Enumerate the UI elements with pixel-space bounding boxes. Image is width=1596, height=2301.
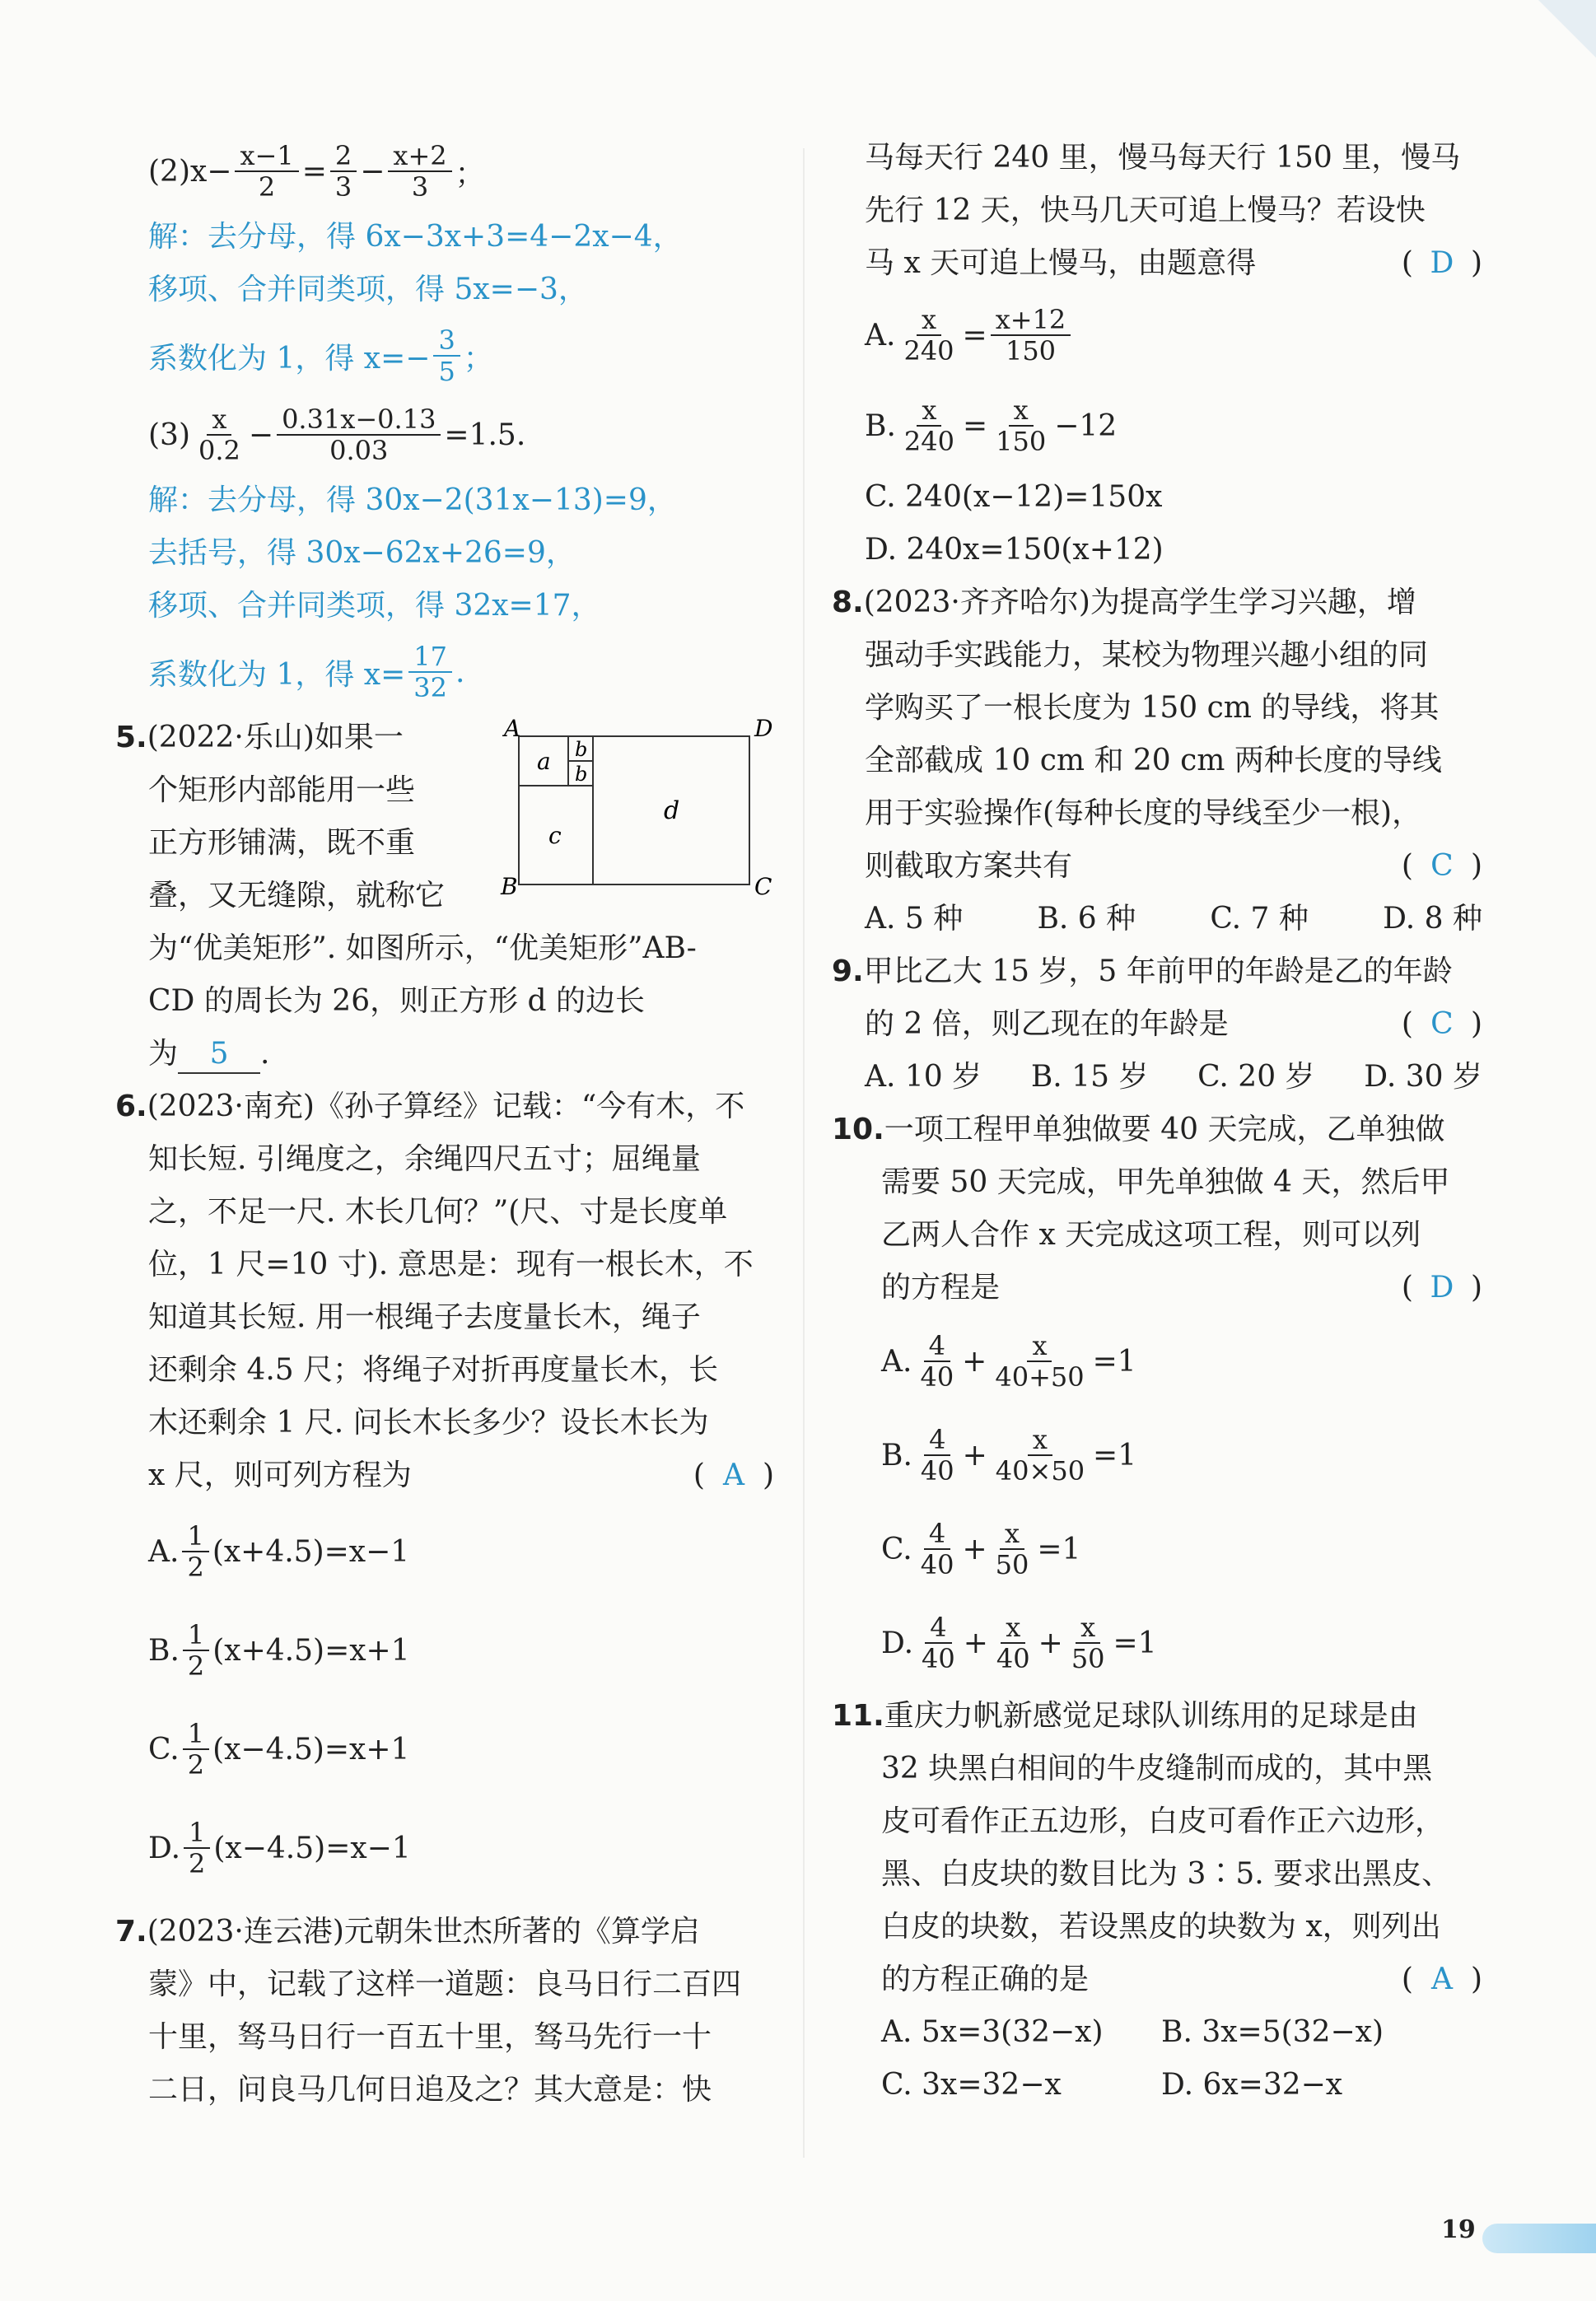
question-line	[115, 1080, 774, 1133]
expr: ；	[463, 341, 493, 376]
option-a: A. 5x=3(32−x)	[881, 2015, 1104, 2049]
numerator: 1	[183, 1719, 209, 1750]
fraction	[182, 1521, 208, 1582]
denominator: 2	[189, 1848, 206, 1879]
question-line: 还剩余 4.5 尺；将绳子对折再度量长木，长	[148, 1353, 719, 1387]
question-line: 二日，问良马几何日追及之？其大意是：快	[148, 2073, 712, 2107]
option-letter: B.	[865, 408, 896, 443]
question-number: 10.	[832, 1113, 884, 1146]
label: (3)	[148, 418, 190, 452]
fraction	[184, 1818, 210, 1879]
option-d: D. 6x=32−x	[1161, 2068, 1343, 2102]
denominator: 40+50	[995, 1361, 1085, 1393]
paren: (	[693, 1459, 705, 1492]
question-line	[115, 1906, 774, 1958]
question-text: (2023·齐齐哈尔)为提高学生学习兴趣，增	[863, 586, 1416, 619]
option-a: A. 5 种	[865, 902, 964, 936]
question-line: 强动手实践能力，某校为物理兴趣小组的同	[865, 638, 1429, 672]
expr: =	[301, 154, 327, 189]
question-line	[881, 1953, 1482, 2006]
page-number-tab	[1482, 2224, 1596, 2253]
fraction	[408, 642, 452, 702]
rectangle-figure	[494, 712, 774, 909]
option-c	[148, 1700, 774, 1799]
option-b: B. 6 种	[1037, 902, 1136, 936]
denominator: 50	[1071, 1643, 1105, 1674]
option-d	[148, 1799, 774, 1897]
option-letter: A.	[881, 1344, 912, 1379]
numerator: x	[1001, 1613, 1025, 1644]
question-line: 学购买了一根长度为 150 cm 的导线，将其	[865, 691, 1440, 725]
numerator: x	[1028, 1425, 1052, 1456]
paren: )	[1470, 1271, 1482, 1305]
expr: x−	[190, 154, 232, 189]
option-c: C. 240(x−12)=150x	[865, 480, 1163, 514]
option-text: =1	[1092, 1344, 1136, 1379]
question-line: 正方形铺满，既不重	[148, 826, 416, 860]
option-text: (x−4.5)=x−1	[213, 1831, 411, 1865]
option-c: C. 7 种	[1210, 902, 1309, 936]
label: (2)	[148, 154, 190, 189]
question-line: 十里，驽马日行一百五十里，驽马先行一十	[148, 2020, 712, 2054]
option-letter: C.	[881, 1532, 912, 1566]
question-text: 的 2 倍，则乙现在的年龄是	[865, 1007, 1229, 1041]
option-letter: A.	[148, 1534, 180, 1569]
fraction	[899, 395, 959, 456]
expr: −	[360, 154, 385, 189]
fraction	[898, 305, 959, 366]
denominator: 240	[903, 426, 954, 457]
question-text: (2023·南充)《孙子算经》记载：“今有木，不	[147, 1090, 745, 1123]
numerator: x	[1027, 1331, 1052, 1362]
option-text: =1	[1113, 1626, 1157, 1660]
option-b: B. 3x=5(32−x)	[1161, 2015, 1384, 2049]
denominator: 5	[438, 356, 455, 387]
paren: )	[762, 1459, 774, 1492]
denominator: 0.2	[198, 435, 240, 466]
expr: .	[455, 655, 465, 689]
denominator: 2	[187, 1749, 205, 1781]
numerator: x	[207, 404, 231, 436]
option-d	[881, 1596, 1482, 1690]
option-a	[865, 290, 1482, 380]
question-line	[881, 1262, 1482, 1314]
question-line: 白皮的块数，若设黑皮的块数为 x，则列出	[881, 1910, 1441, 1944]
option-a	[148, 1502, 774, 1601]
option-c: C. 20 岁	[1197, 1060, 1315, 1094]
question-line: 木还剩余 1 尺. 问长木长多少？设长木长为	[148, 1406, 709, 1440]
option-d: D. 30 岁	[1364, 1060, 1482, 1094]
question-line	[832, 1104, 1482, 1156]
question-line: 皮可看作正五边形，白皮可看作正六边形，	[881, 1804, 1445, 1838]
option-text: =	[962, 318, 987, 352]
vertex-label: B	[501, 873, 518, 900]
solution-line: 移项、合并同类项，得 32x=17，	[148, 589, 601, 623]
fraction	[1066, 1613, 1110, 1673]
answer-bracket	[1402, 237, 1482, 290]
options-row	[881, 2059, 1482, 2112]
expr: −	[248, 418, 274, 452]
denominator: 40	[920, 1361, 954, 1393]
option-text: (x+4.5)=x+1	[212, 1633, 410, 1668]
solution-line: 移项、合并同类项，得 5x=−3，	[148, 273, 588, 306]
answer-choice: A	[1430, 1963, 1453, 1996]
question-text: 为	[148, 1037, 179, 1071]
question-text: 的方程正确的是	[881, 1963, 1090, 1996]
fraction	[991, 1519, 1034, 1580]
question-line: 之，不足一尺. 木长几何？”(尺、寸是长度单	[148, 1195, 728, 1229]
answer-bracket	[1402, 840, 1482, 893]
option-text: +	[962, 1344, 987, 1379]
option-text: +	[962, 1532, 987, 1566]
paren: (	[1401, 1963, 1413, 1996]
paren: )	[1470, 1963, 1482, 1996]
question-line: 黑、白皮块的数目比为 3∶5. 要求出黑皮、	[881, 1857, 1452, 1891]
question-line: 用于实验操作(每种长度的导线至少一根)，	[865, 796, 1422, 830]
rectangle-abcd	[519, 736, 749, 884]
page-corner-decoration	[1538, 0, 1596, 58]
question-text: 则截取方案共有	[865, 849, 1073, 883]
fraction	[194, 404, 245, 465]
numerator: x+2	[388, 141, 451, 172]
answer-bracket	[1402, 1262, 1482, 1314]
problem-4-3	[148, 395, 774, 474]
denominator: 240	[903, 335, 954, 366]
question-line	[832, 945, 1482, 998]
fraction	[917, 1613, 960, 1673]
denominator: 50	[995, 1549, 1029, 1580]
denominator: 150	[1005, 335, 1057, 366]
question-number: 7.	[115, 1915, 147, 1949]
option-c: C. 3x=32−x	[881, 2068, 1062, 2102]
solution-line: 解：去分母，得 30x−2(31x−13)=9，	[148, 483, 677, 517]
option-b: B. 15 岁	[1030, 1060, 1149, 1094]
numerator: 2	[330, 141, 357, 172]
vertex-label: A	[504, 715, 521, 742]
question-line: 全部截成 10 cm 和 20 cm 两种长度的导线	[865, 744, 1442, 777]
numerator: 1	[184, 1818, 210, 1849]
question-line	[148, 1028, 774, 1080]
denominator: 2	[187, 1552, 204, 1583]
question-line: 蒙》中，记载了这样一道题：良马日行二百四	[148, 1967, 742, 2001]
paren: (	[1401, 246, 1413, 280]
question-line: 为“优美矩形”. 如图所示，“优美矩形”AB-	[148, 931, 697, 965]
options-row	[865, 893, 1482, 945]
expr: ；	[455, 156, 485, 191]
question-9	[832, 945, 1482, 1104]
option-b	[881, 1408, 1482, 1502]
question-line	[865, 998, 1482, 1051]
fraction	[183, 1620, 209, 1681]
question-text: 的方程是	[881, 1271, 1001, 1305]
numerator: x	[917, 395, 941, 427]
question-line	[865, 840, 1482, 893]
numerator: 1	[182, 1521, 208, 1552]
paren: (	[1401, 1271, 1413, 1305]
option-a: A. 10 岁	[865, 1060, 982, 1094]
question-8	[832, 576, 1482, 945]
numerator: 3	[433, 325, 460, 357]
answer-choice: A	[722, 1459, 744, 1492]
denominator: 3	[411, 171, 429, 203]
option-text: (x−4.5)=x+1	[212, 1732, 410, 1767]
numerator: 4	[924, 1519, 950, 1550]
fraction	[916, 1425, 959, 1486]
question-text: 甲比乙大 15 岁，5 年前甲的年龄是乙的年龄	[863, 954, 1453, 988]
question-line: 32 块黑白相间的牛皮缝制而成的，其中黑	[881, 1752, 1433, 1785]
answer-choice: C	[1430, 849, 1454, 883]
question-line	[832, 576, 1482, 629]
problem-4-2	[148, 132, 774, 211]
question-line	[832, 1690, 1482, 1743]
vertex-label: C	[754, 873, 772, 900]
question-text: 马 x 天可追上慢马，由题意得	[865, 246, 1257, 280]
question-line	[865, 237, 1482, 290]
answer-bracket	[693, 1449, 774, 1502]
option-text: +	[963, 1626, 988, 1660]
square-label: c	[548, 822, 562, 849]
numerator: x	[1009, 395, 1034, 427]
denominator: 2	[258, 171, 276, 203]
question-line: 知道其长短. 用一根绳子去度量长木，绳子	[148, 1300, 701, 1334]
fraction	[991, 395, 1051, 456]
fraction	[990, 1331, 1089, 1392]
answer-choice: C	[1430, 1007, 1454, 1041]
question-line: 知长短. 引绳度之，余绳四尺五寸；屈绳量	[148, 1142, 701, 1176]
question-line: 马每天行 240 里，慢马每天行 150 里，慢马	[865, 141, 1461, 175]
question-5	[115, 712, 774, 1080]
question-line	[148, 1449, 774, 1502]
numerator: 17	[408, 642, 452, 673]
fraction	[991, 1425, 1090, 1486]
numerator: x−1	[235, 141, 298, 172]
question-7	[115, 1906, 774, 2117]
denominator: 40×50	[995, 1455, 1085, 1487]
page-number: 19	[1441, 2215, 1476, 2244]
column-divider	[803, 148, 805, 2158]
answer-blank: 5	[178, 1036, 260, 1074]
option-letter: D.	[881, 1626, 914, 1660]
question-10	[832, 1104, 1482, 1690]
fraction	[235, 141, 298, 202]
left-column	[115, 132, 774, 2117]
solution-line	[148, 316, 774, 395]
answer-bracket	[1402, 1953, 1482, 2006]
option-text: (x+4.5)=x−1	[212, 1534, 410, 1569]
denominator: 40	[922, 1643, 955, 1674]
question-6	[115, 1080, 774, 1897]
denominator: 0.03	[329, 435, 389, 466]
numerator: x	[1000, 1519, 1024, 1550]
question-line: 先行 12 天，快马几天可追上慢马？若设快	[865, 194, 1426, 227]
paren: (	[1401, 849, 1413, 883]
option-text: +	[1038, 1626, 1063, 1660]
option-letter: B.	[148, 1633, 180, 1668]
vertex-label: D	[754, 715, 773, 742]
option-a	[881, 1314, 1482, 1408]
solution-line	[148, 632, 774, 712]
denominator: 32	[413, 672, 447, 703]
question-line: 位，1 尺=10 寸). 意思是：现有一根长木，不	[148, 1248, 754, 1281]
square-label: a	[537, 748, 551, 775]
options-row	[865, 1051, 1482, 1104]
numerator: 0.31x−0.13	[277, 404, 441, 436]
denominator: 3	[334, 171, 352, 203]
fraction	[916, 1519, 959, 1580]
answer-choice: D	[1430, 1271, 1454, 1305]
square-label: d	[664, 796, 680, 825]
question-11	[832, 1690, 1482, 2112]
question-number: 6.	[115, 1090, 147, 1123]
option-text: +	[962, 1438, 987, 1473]
expr: 系数化为 1，得 x=	[148, 657, 406, 692]
option-b	[148, 1601, 774, 1700]
fraction	[277, 404, 441, 465]
question-line: CD 的周长为 26，则正方形 d 的边长	[148, 984, 646, 1018]
denominator: 2	[187, 1650, 205, 1682]
option-c	[881, 1502, 1482, 1596]
option-text: −12	[1054, 408, 1118, 443]
answer-choice: D	[1430, 246, 1454, 280]
option-letter: C.	[148, 1732, 180, 1767]
square-label: b	[575, 763, 588, 786]
question-number: 9.	[832, 954, 864, 988]
question-line: 需要 50 天完成，甲先单独做 4 天，然后甲	[881, 1165, 1450, 1199]
right-column	[832, 132, 1482, 2112]
expr: 系数化为 1，得 x=−	[148, 341, 431, 376]
fraction	[388, 141, 451, 202]
paren: )	[1470, 849, 1482, 883]
question-line: 叠，又无缝隙，就称它	[148, 879, 446, 912]
options-row	[881, 2006, 1482, 2059]
solution-line: 去括号，得 30x−62x+26=9，	[148, 536, 576, 570]
fraction	[183, 1719, 209, 1780]
numerator: x+12	[991, 305, 1071, 336]
question-text: 一项工程甲单独做要 40 天完成，乙单独做	[884, 1113, 1445, 1146]
fraction	[991, 305, 1071, 366]
option-letter: B.	[881, 1438, 912, 1473]
option-letter: A.	[865, 318, 896, 352]
option-b	[865, 380, 1482, 471]
option-text: =1	[1093, 1438, 1137, 1473]
numerator: x	[917, 305, 941, 336]
denominator: 40	[920, 1455, 954, 1487]
option-text: =	[962, 408, 988, 443]
solution-line: 解：去分母，得 6x−3x+3=4−2x−4，	[148, 220, 683, 254]
square-label: b	[575, 738, 588, 761]
fraction	[992, 1613, 1035, 1673]
numerator: 4	[925, 1613, 951, 1644]
paren: )	[1470, 1007, 1482, 1041]
option-text: =1	[1037, 1532, 1081, 1566]
question-text: .	[260, 1037, 270, 1071]
question-line: 个矩形内部能用一些	[148, 773, 416, 807]
option-letter: D.	[148, 1831, 181, 1865]
numerator: 4	[924, 1425, 950, 1456]
option-d: D. 240x=150(x+12)	[865, 533, 1164, 567]
question-number: 8.	[832, 586, 864, 619]
denominator: 150	[996, 426, 1047, 457]
numerator: 4	[924, 1331, 950, 1362]
fraction	[915, 1331, 959, 1392]
question-number: 11.	[832, 1699, 884, 1733]
paren: (	[1401, 1007, 1413, 1041]
question-text: x 尺，则可列方程为	[148, 1459, 412, 1492]
expr: =1.5.	[444, 418, 526, 452]
denominator: 40	[996, 1643, 1030, 1674]
numerator: 1	[183, 1620, 209, 1651]
numerator: x	[1076, 1613, 1100, 1644]
question-text: (2022·乐山)如果一	[147, 721, 404, 754]
question-text: (2023·连云港)元朝朱世杰所著的《算学启	[147, 1915, 700, 1949]
denominator: 40	[920, 1549, 954, 1580]
fraction	[433, 325, 460, 386]
question-text: 重庆力帆新感觉足球队训练用的足球是由	[884, 1699, 1418, 1733]
answer-bracket	[1402, 998, 1482, 1051]
paren: )	[1470, 246, 1482, 280]
question-number: 5.	[115, 721, 147, 754]
option-d: D. 8 种	[1383, 902, 1482, 936]
question-line: 乙两人合作 x 天完成这项工程，则可以列	[881, 1218, 1421, 1252]
fraction	[330, 141, 357, 202]
